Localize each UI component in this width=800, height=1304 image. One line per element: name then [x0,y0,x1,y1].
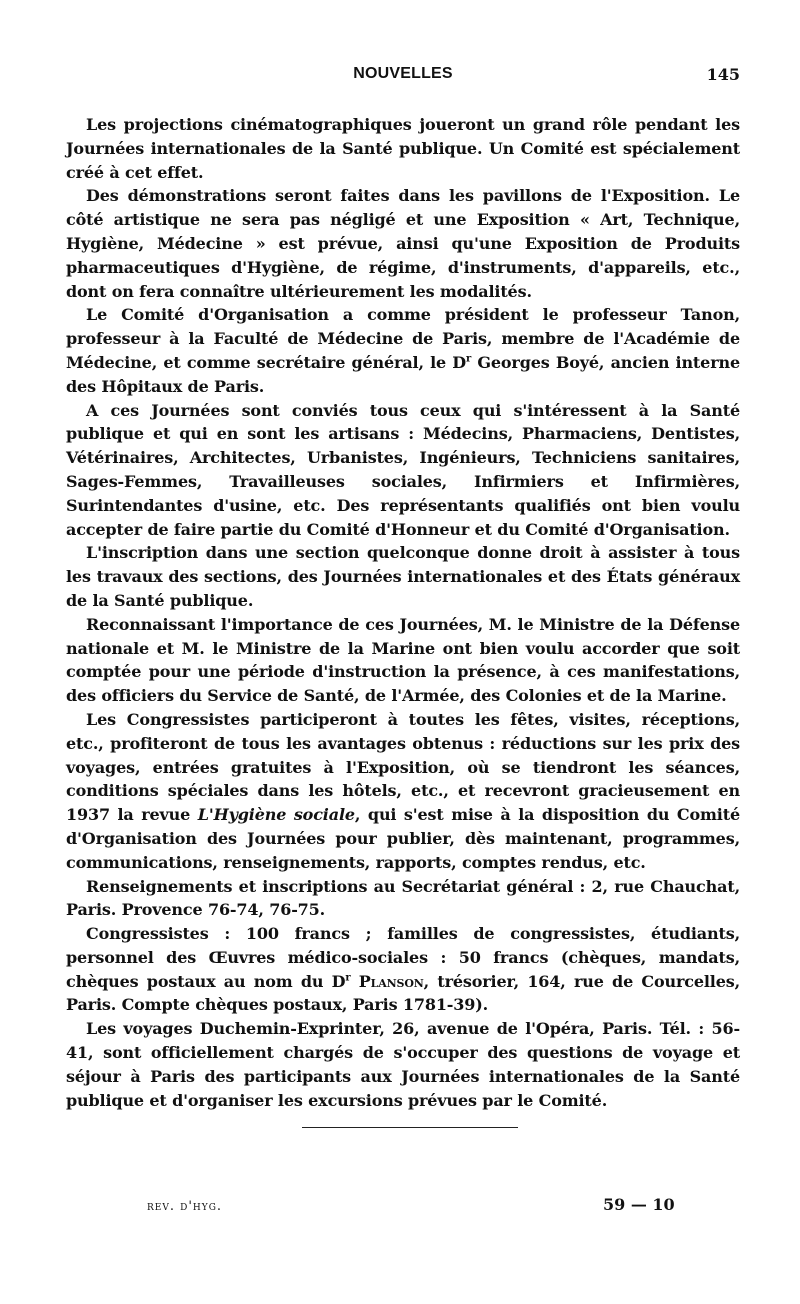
paragraph-3 [66,303,740,398]
section-divider [302,1127,518,1128]
paragraph-7 [66,708,740,875]
doctor-superscript: r [466,353,472,365]
page-number: 145 [706,65,740,84]
body-text [66,113,740,1112]
treasurer-name: Planson [358,971,424,991]
journal-abbreviation: rev. d'hyg. [147,1199,223,1214]
doctor-superscript: r [345,972,351,984]
paragraph-5: L'inscription dans une section quelconque donne droit à assister à tous les travaux des sections, des Journées internationales et des États généraux de la Santé publique. [66,543,740,610]
running-title: NOUVELLES [353,65,453,82]
paragraph-2: Des démonstrations seront faites dans les pavillons de l'Exposition. Le côté artistique ne sera pas négligé et une Exposition « Art, Technique, Hygiène, Médecine » est prévue, ainsi qu'une Exposition de Produits pharmaceutiques d'Hygiène, de régime, d'instruments, d'appareils, etc., dont on fera connaître ultérieurement les modalités. [66,186,740,301]
paragraph-3-part-1: Le Comité d'Organisation a comme président le professeur Tanon, professeur à la Faculté de Médecine de Paris, membre de l'Académie de Médecine, et comme secrétaire général, le D [66,305,740,372]
paragraph-7-part-2: , qui s'est mise à la disposition du Comité d'Organisation des Journées pour publier, dès maintenant, programmes, communications, renseignements, rapports, comptes rendus, etc. [66,805,741,872]
paragraph-6: Reconnaissant l'importance de ces Journées, M. le Ministre de la Défense nationale et M. le Ministre de la Marine ont bien voulu accorder que soit comptée pour une période d'instruction la présence, à ces manifestations, des officiers du Service de Santé, de l'Armée, des Colonies et de la Marine. [66,614,740,706]
paragraph-10: Les voyages Duchemin-Exprinter, 26, avenue de l'Opéra, Paris. Tél. : 56-41, sont officiellement chargés de s'occuper des questions de voyage et séjour à Paris des participants aux Journées internationales de la Santé publique et d'organiser les excursions prévues par le Comité. [66,1019,740,1110]
paragraph-9-part-1: Congressistes : 100 francs ; familles de congressistes, étudiants, personnel des Œuvres médico-sociales : 50 francs (chèques, mandats, chèques postaux au nom du D [66,924,740,991]
paragraph-3-part-2: Georges Boyé, ancien interne des Hôpitaux de Paris. [66,352,740,396]
running-header [66,65,740,89]
paragraph-7-part-1: Les Congressistes participeront à toutes les fêtes, visites, réceptions, etc., profiteront de tous les avantages obtenus : réductions sur les prix des voyages, entrées gratuites à l'Exposition, où se tiendront les séances, conditions spéciales dans les hôtels, etc., et recevront gracieusement en 1937 la revue [66,709,740,825]
paragraph-9 [66,922,740,1017]
paragraph-9-part-2: , trésorier, 164, rue de Courcelles, Paris. Compte chèques postaux, Paris 1781-39). [66,971,741,1015]
paragraph-4: A ces Journées sont conviés tous ceux qui s'intéressent à la Santé publique et qui en sont les artisans : Médecins, Pharmaciens, Dentistes, Vétérinaires, Architectes, Urbanistes, Ingénieurs, Techniciens sanitaires, Sages-Femmes, Travailleuses sociales, Infirmiers et Infirmières, Surintendantes d'usine, etc. Des représentants qualifiés ont bien voulu accepter de faire partie du Comité d'Honneur et du Comité d'Organisation. [66,400,740,539]
journal-title-italic: L'Hygiène sociale [197,805,355,825]
paragraph-8: Renseignements et inscriptions au Secrétariat général : 2, rue Chauchat, Paris. Provence 76-74, 76-75. [66,876,740,920]
printer-signature: 59 — 10 [603,1195,675,1214]
paragraph-1: Les projections cinématographiques joueront un grand rôle pendant les Journées internationales de la Santé publique. Un Comité est spécialement créé à cet effet. [66,115,740,182]
